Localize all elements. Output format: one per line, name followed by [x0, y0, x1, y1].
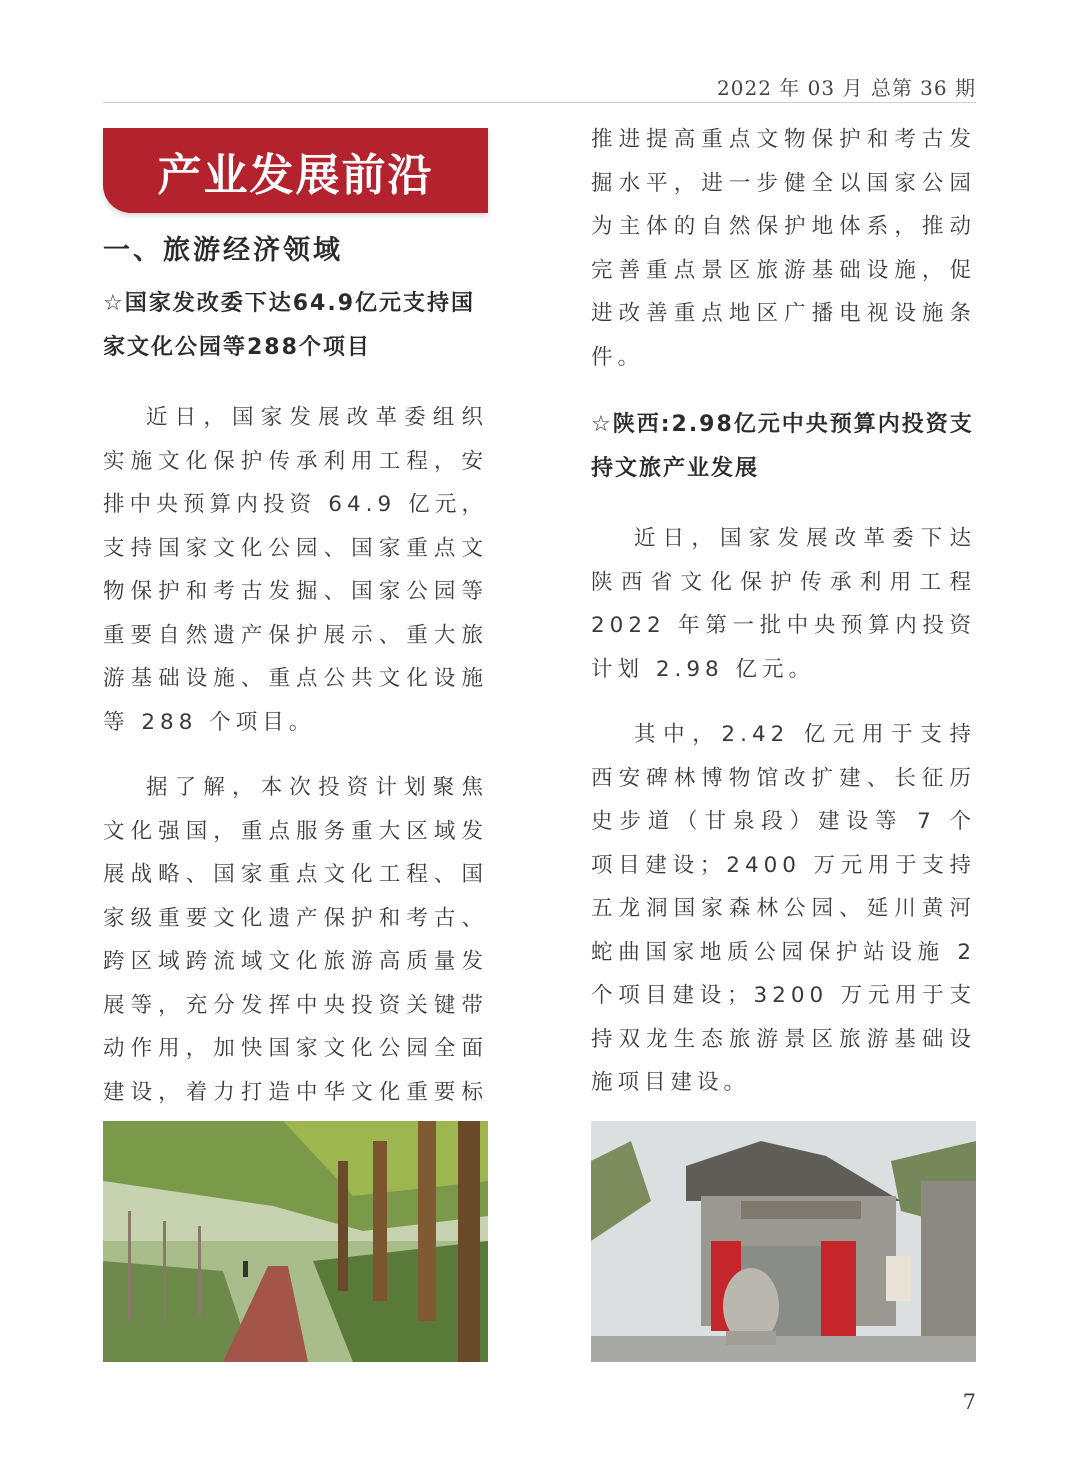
article-2-paragraph-2: 其中，2.42 亿元用于支持西安碑林博物馆改扩建、长征历史步道（甘泉段）建设等 7 个项目建设；2400 万元用于支持五龙洞国家森林公园、延川黄河蛇曲国家地质公园保护站设施 2 个项目建设；3200 万元用于支持双龙生态旅游景区旅游基础设施项目建设。: [591, 722, 976, 1095]
article-title-1: ☆国家发改委下达64.9亿元支持国家文化公园等288个项目: [103, 291, 476, 360]
page-number: 7: [962, 1390, 976, 1414]
issue-header: 2022 年 03 月 总第 36 期: [717, 76, 976, 100]
header-divider: [103, 102, 976, 103]
section-banner: [103, 128, 488, 213]
article-1-paragraph-2: 据了解，本次投资计划聚焦文化强国，重点服务重大区域发展战略、国家重点文化工程、国家级重要文化遗产保护和考古、跨区域跨流域文化旅游高质量发展等，充分发挥中央投资关键带动作用，加快国家文化公园全面建设，着力打造中华文化重要标: [103, 775, 488, 1105]
section-heading: 一、旅游经济领域: [103, 235, 343, 266]
banner-title: 产业发展前沿: [157, 149, 434, 201]
article-1-continued-text: 推进提高重点文物保护和考古发掘水平，进一步健全以国家公园为主体的自然保护地体系，推动完善重点景区旅游基础设施，促进改善重点地区广播电视设施条件。: [591, 127, 976, 370]
left-column: [103, 282, 488, 1158]
article-title-2: ☆陕西:2.98亿元中央预算内投资支持文旅产业发展: [591, 412, 974, 481]
tree-lined-path-photo: [103, 1121, 488, 1362]
article-2-paragraph-1: 近日，国家发展改革委下达陕西省文化保护传承利用工程 2022 年第一批中央预算内投资计划 2.98 亿元。: [591, 526, 976, 682]
museum-gate-photo: [591, 1121, 976, 1362]
right-column: [591, 118, 976, 1105]
article-1-paragraph-1: 近日，国家发展改革委组织实施文化保护传承利用工程，安排中央预算内投资 64.9 亿元，支持国家文化公园、国家重点文物保护和考古发掘、国家公园等重要自然遗产保护展示、重大旅游基础设施、重点公共文化设施等 288 个项目。: [103, 405, 488, 735]
